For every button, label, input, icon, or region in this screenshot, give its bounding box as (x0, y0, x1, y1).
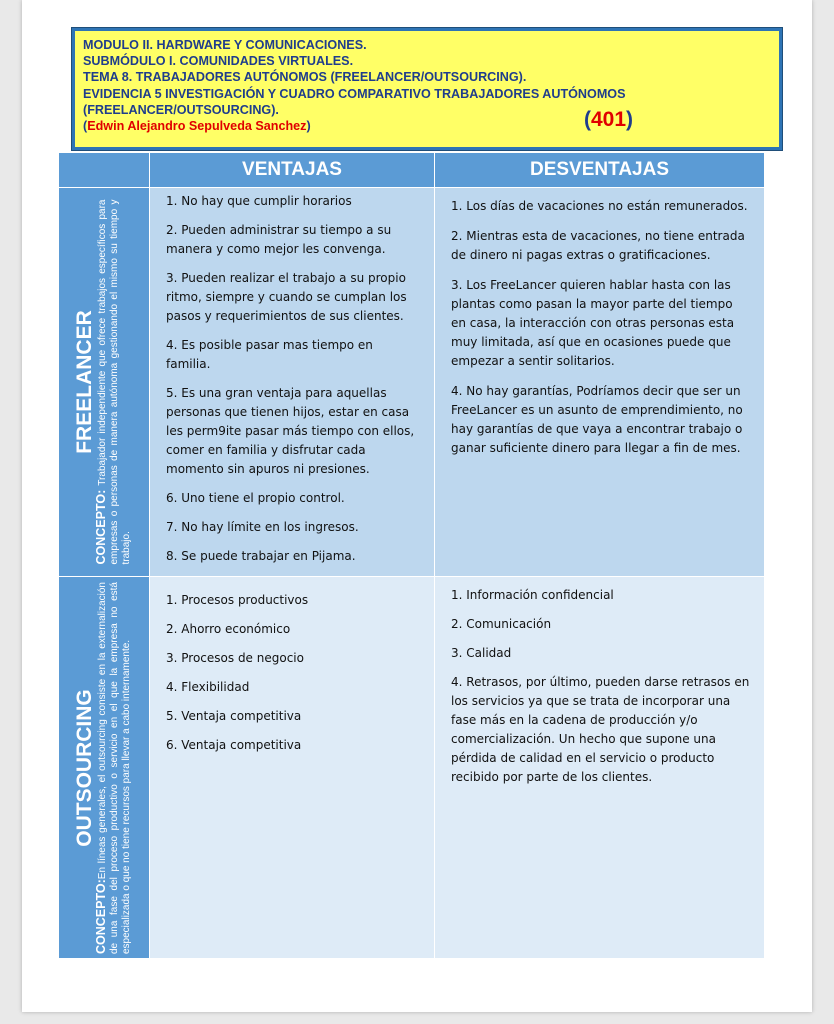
header-submodule: SUBMÓDULO I. COMUNIDADES VIRTUALES. (83, 54, 354, 69)
list-item: 4. No hay garantías, Podríamos decir que ser un FreeLancer es un asunto de emprendimiento, no hay garantías de que vaya a encontrar trabajo o ganar suficiente dinero para llegar a fin de mes. (451, 384, 743, 455)
outsourcing-title: OUTSOURCING (73, 688, 96, 847)
col-header-ventajas: VENTAJAS (150, 153, 435, 188)
freelancer-desventajas-cell (435, 188, 765, 577)
header-corner (59, 153, 150, 188)
row-label-outsourcing (59, 577, 150, 959)
freelancer-rotated-label (75, 200, 133, 565)
list-item: 8. Se puede trabajar en Pijama. (166, 549, 356, 563)
list-item: 6. Ventaja competitiva (166, 738, 302, 752)
list-item: 6. Uno tiene el propio control. (166, 491, 345, 505)
outsourcing-concept (95, 582, 133, 954)
list-item: 1. Información confidencial (451, 588, 614, 602)
group-code-number: 401 (591, 108, 627, 132)
col-header-desventajas: DESVENTAJAS (435, 153, 765, 188)
list-item: 3. Los FreeLancer quieren hablar hasta con las plantas como pasan la mayor parte del tiempo en casa, la interacción con otras personas esta muy limitada, así que en ocasiones puede que empezar a sentir solitarios. (451, 278, 735, 368)
row-label-freelancer (59, 188, 150, 577)
code-paren-open: ( (584, 108, 591, 132)
freelancer-concept-text: Trabajador independiente que ofrece trabajos específicos para empresas o personas de manera autónoma gestionando el mismo su tiempo y trabajo. (97, 199, 132, 565)
list-item: 2. Comunicación (451, 617, 552, 631)
list-item: 3. Procesos de negocio (166, 651, 304, 665)
header-evidence: EVIDENCIA 5 INVESTIGACIÓN Y CUADRO COMPARATIVO TRABAJADORES AUTÓNOMOS (83, 86, 626, 101)
code-paren-close: ) (626, 108, 634, 132)
header-topic: TEMA 8. TRABAJADORES AUTÓNOMOS (FREELANCER/OUTSOURCING). (83, 70, 527, 85)
list-item: 1. No hay que cumplir horarios (166, 194, 352, 208)
document-header (72, 28, 782, 150)
list-item: 4. Es posible pasar mas tiempo en familia. (166, 338, 373, 371)
header-module: MODULO II. HARDWARE Y COMUNICACIONES. (83, 38, 367, 52)
list-item: 4. Flexibilidad (166, 680, 250, 694)
author-name: Edwin Alejandro Sepulveda Sanchez (87, 119, 307, 134)
list-item: 2. Mientras esta de vacaciones, no tiene entrada de dinero ni pagas extras o gratificaciones. (451, 229, 745, 262)
list-item: 4. Retrasos, por último, pueden darse retrasos en los servicios ya que se trata de incorporar una fase más en la cadena de producción y/o comercialización. Un hecho que supone una pérdida de calidad en el servicio o producto recibido por parte de los clientes. (451, 675, 750, 784)
list-item: 5. Es una gran ventaja para aquellas personas que tienen hijos, estar en casa les perm9ite pasar más tiempo con ellos, comer en familia y disfrutar cada momento sin apuros ni presiones. (166, 386, 415, 476)
group-code (584, 108, 634, 132)
list-item: 2. Ahorro económico (166, 622, 291, 636)
header-evidence-cont: (FREELANCER/OUTSOURCING). (83, 102, 279, 117)
outsourcing-ventajas-cell (150, 577, 435, 959)
table-row-outsourcing (59, 577, 765, 959)
outsourcing-concept-text: En líneas generales, el outsourcing consiste en la externalización de una fase del proceso productivo o servicio en el que la empresa no está especializada o que no tiene recursos para llevar a cabo internamente. (97, 581, 132, 954)
freelancer-title: FREELANCER (73, 310, 96, 454)
list-item: 7. No hay límite en los ingresos. (166, 520, 359, 534)
table-header-row (59, 153, 765, 188)
list-item: 2. Pueden administrar su tiempo a su manera y como mejor les convenga. (166, 223, 392, 256)
freelancer-ventajas-cell (150, 188, 435, 577)
outsourcing-desventajas-cell (435, 577, 765, 959)
author-paren-close: ) (306, 119, 311, 134)
outsourcing-concept-label: CONCEPTO: (94, 878, 108, 954)
list-item: 1. Los días de vacaciones no están remunerados. (451, 199, 748, 213)
comparison-table (58, 152, 765, 959)
freelancer-concept (95, 200, 133, 565)
list-item: 1. Procesos productivos (166, 593, 309, 607)
list-item: 5. Ventaja competitiva (166, 709, 302, 723)
list-item: 3. Calidad (451, 646, 512, 660)
table-row-freelancer (59, 188, 765, 577)
freelancer-concept-label: CONCEPTO: (94, 489, 108, 565)
author-paren-open: ( (83, 119, 88, 134)
outsourcing-rotated-label (75, 582, 133, 954)
list-item: 3. Pueden realizar el trabajo a su propio ritmo, siempre y cuando se cumplan los pasos y requerimientos de sus clientes. (166, 271, 407, 323)
